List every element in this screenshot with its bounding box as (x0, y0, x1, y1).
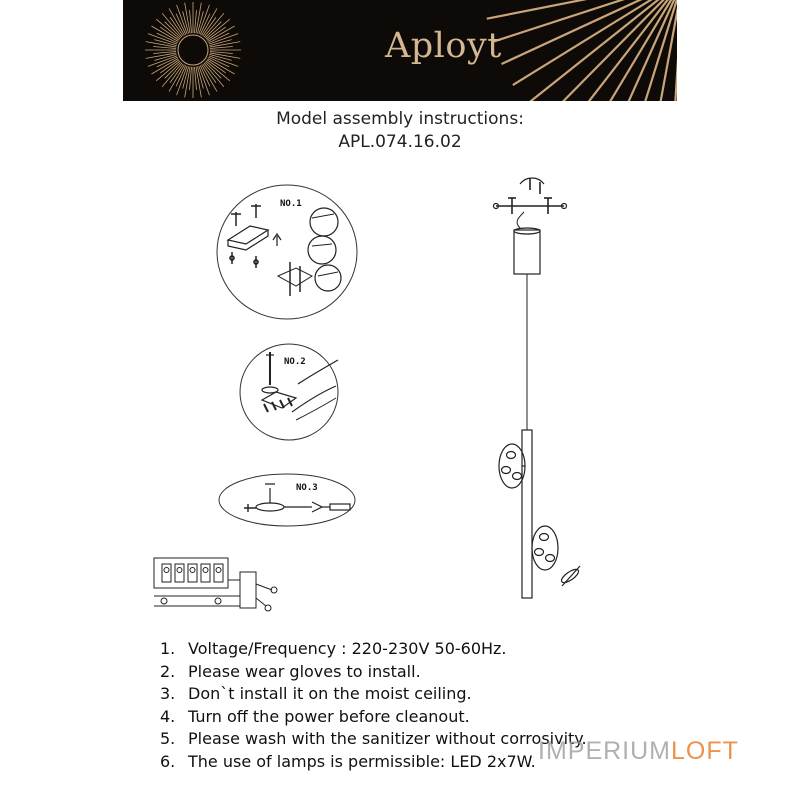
step3-connection-detail (219, 474, 355, 526)
document-title: Model assembly instructions: (276, 109, 524, 129)
wiring-schematic (154, 558, 277, 611)
instructions-list (160, 638, 587, 774)
step3-label: NO.3 (296, 483, 318, 493)
instruction-item: 5. Please wash with the sanitizer without corrosivity. (160, 729, 587, 749)
instruction-item: 6. The use of lamps is permissible: LED 2x7W. (160, 751, 536, 771)
instruction-item: 2. Please wear gloves to install. (160, 661, 421, 681)
model-number: APL.074.16.02 (338, 132, 462, 152)
brand-name: Aployt (385, 26, 502, 66)
step2-label: NO.2 (284, 357, 306, 367)
step1-label: NO.1 (280, 199, 302, 209)
instruction-item: 1. Voltage/Frequency : 220-230V 50-60Hz. (160, 639, 507, 658)
pendant-lamp-drawing (494, 178, 581, 598)
step1-mounting-detail (217, 185, 357, 319)
watermark: IMPERIUMLOFT (538, 737, 739, 765)
instruction-item: 3. Don`t install it on the moist ceiling. (160, 684, 472, 704)
instruction-item: 4. Turn off the power before cleanout. (160, 706, 470, 726)
step2-wiring-detail (240, 344, 338, 440)
